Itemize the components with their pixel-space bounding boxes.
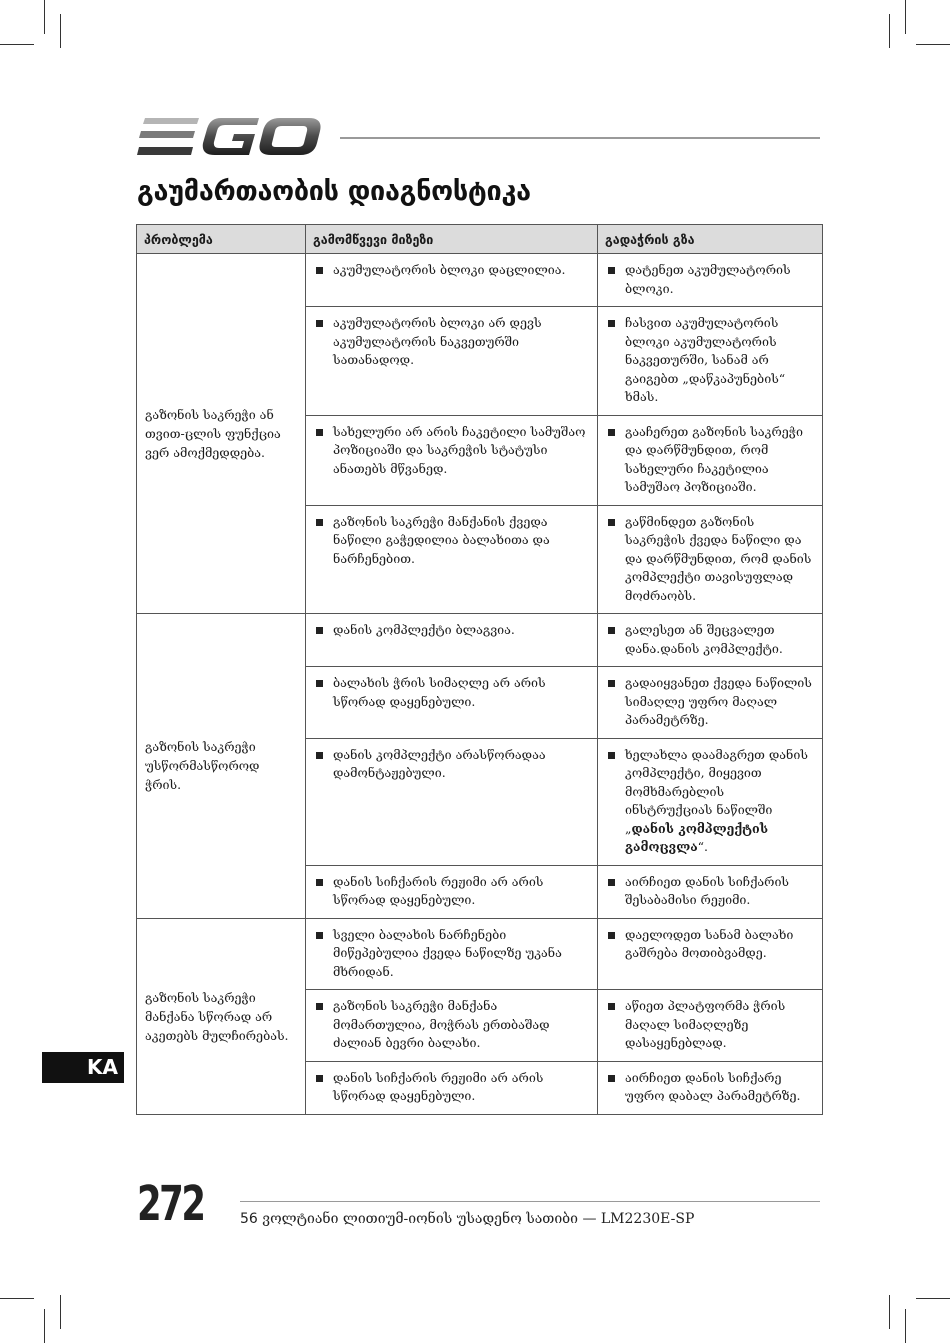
bullet-icon <box>316 680 323 687</box>
solution-cell <box>598 307 823 416</box>
solution-cell <box>598 254 823 307</box>
solution-text <box>625 746 814 857</box>
cause-text: დანის სიჩქარის რეჟიმი არ არის სწორად დაყენებული. <box>333 873 544 907</box>
footer-rule <box>240 1201 820 1202</box>
crop-mark <box>905 1309 906 1343</box>
bullet-icon <box>608 320 615 327</box>
bullet-icon <box>316 932 323 939</box>
bullet-icon <box>608 1003 615 1010</box>
crop-mark <box>44 1309 45 1343</box>
crop-mark <box>916 44 950 45</box>
cause-text: დანის სიჩქარის რეჟიმი არ არის სწორად დაყენებული. <box>333 1069 544 1103</box>
cause-text: გაზონის საკრეჭი მანქანის ქვედა ნაწილი გაჭედილია ბალახითა და ნარჩენებით. <box>333 513 550 566</box>
bullet-icon <box>608 879 615 886</box>
bullet-icon <box>608 519 615 526</box>
page-title: გაუმართაობის დიაგნოსტიკა <box>137 176 531 207</box>
cause-cell <box>306 505 598 614</box>
bullet-icon <box>316 320 323 327</box>
cause-text: სახელური არ არის ჩაკეტილი სამუშაო პოზიციაში და საკრეჭის სტატუსი ანათებს მწვანედ. <box>333 423 586 476</box>
ego-logo <box>137 116 322 158</box>
header-solution: გადაჭრის გზა <box>598 225 823 254</box>
bullet-icon <box>316 879 323 886</box>
cause-text: გაზონის საკრეჭი მანქანა მომართულია, მოჭრას ერთბაშად ძალიან ბევრი ბალახი. <box>333 998 550 1050</box>
solution-cell <box>598 1061 823 1114</box>
table-row <box>137 918 823 990</box>
crop-mark <box>889 14 890 48</box>
solution-cell <box>598 415 823 505</box>
crop-mark <box>916 1298 950 1299</box>
cause-cell <box>306 1061 598 1114</box>
crop-mark <box>0 44 34 45</box>
cause-text: აკუმულატორის ბლოკი არ დევს აკუმულატორის ნაკვეთურში სათანადოდ. <box>333 315 542 367</box>
bullet-icon <box>608 429 615 436</box>
bullet-icon <box>608 267 615 274</box>
cause-text: აკუმულატორის ბლოკი დაცლილია. <box>333 262 566 277</box>
problem-cell: გაზონის საკრეჭი მანქანა სწორად არ აკეთებს მულჩირებას. <box>137 918 306 1114</box>
bullet-icon <box>316 429 323 436</box>
header-problem: პრობლემა <box>137 225 306 254</box>
crop-mark <box>889 1295 890 1329</box>
solution-cell <box>598 865 823 918</box>
bullet-icon <box>316 1003 323 1010</box>
solution-cell <box>598 505 823 614</box>
bullet-icon <box>316 519 323 526</box>
cause-cell <box>306 738 598 865</box>
cause-cell <box>306 254 598 307</box>
solution-text: გალესეთ ან შეცვალეთ დანა.დანის კომპლექტი. <box>625 622 783 656</box>
table-row <box>137 254 823 307</box>
solution-cell <box>598 614 823 667</box>
solution-text: გადაიყვანეთ ქვედა ნაწილის სიმაღლე უფრო მაღალ პარამეტრზე. <box>625 675 812 727</box>
problem-cell: გაზონის საკრეჭი უსწორმასწოროდ ჭრის. <box>137 614 306 919</box>
cause-cell <box>306 415 598 505</box>
bullet-icon <box>316 627 323 634</box>
bullet-icon <box>316 752 323 759</box>
solution-text: ჩასვით აკუმულატორის ბლოკი აკუმულატორის ნაკვეთურში, სანამ არ გაიგებთ „დაწკაპუნების“ ხმას. <box>625 315 786 404</box>
solution-text: დატენეთ აკუმულატორის ბლოკი. <box>625 262 791 296</box>
solution-cell <box>598 990 823 1062</box>
header-cause: გამომწვევი მიზეზი <box>306 225 598 254</box>
table-row <box>137 614 823 667</box>
crop-mark <box>0 1298 34 1299</box>
crop-mark <box>905 0 906 34</box>
solution-cell <box>598 918 823 990</box>
cause-cell <box>306 667 598 739</box>
cause-text: დანის კომპლექტი არასწორადაა დამონტაჟებული. <box>333 746 546 780</box>
troubleshooting-table <box>136 224 823 1115</box>
language-tab: KA <box>42 1052 124 1083</box>
page-number: 272 <box>137 1176 204 1232</box>
solution-text: დაელოდეთ სანამ ბალახი გაშრება მოთიბვამდე. <box>625 926 794 960</box>
bullet-icon <box>608 932 615 939</box>
cause-cell <box>306 614 598 667</box>
solution-text: გაწმინდეთ გაზონის საკრეჭის ქვედა ნაწილი და და დარწმუნდით, რომ დანის კომპლექტი თავისუფლად მოძრაობს. <box>625 513 812 603</box>
cause-text: სველი ბალახის ნარჩენები მიწეპებულია ქვედა ნაწილზე უკანა მხრიდან. <box>333 926 562 979</box>
cause-cell <box>306 990 598 1062</box>
bullet-icon <box>608 627 615 634</box>
table-header-row <box>137 225 823 254</box>
cause-cell <box>306 865 598 918</box>
solution-text-part: ხელახლა დაამაგრეთ დანის კომპლექტი, მიყევით მომხმარებლის ინსტრუქციას ნაწილში „ <box>625 746 808 836</box>
solution-text: გააჩერეთ გაზონის საკრეჭი და დარწმუნდით, რომ სახელური ჩაკეტილია სამუშაო პოზიციაში. <box>625 423 803 494</box>
cause-cell <box>306 307 598 416</box>
solution-text: აირჩიეთ დანის სიჩქარის შესაბამისი რეჟიმი. <box>625 873 790 907</box>
cause-text: დანის კომპლექტი ბლაგვია. <box>333 622 515 637</box>
bullet-icon <box>608 680 615 687</box>
bullet-icon <box>316 1075 323 1082</box>
crop-mark <box>44 0 45 34</box>
cause-text: ბალახის ჭრის სიმაღლე არ არის სწორად დაყენებული. <box>333 675 546 709</box>
solution-text-part: “. <box>697 839 709 854</box>
crop-mark <box>60 1295 61 1329</box>
footer-voltage: 56 <box>240 1211 258 1227</box>
footer-product-line <box>240 1211 694 1227</box>
bullet-icon <box>608 752 615 759</box>
cause-cell <box>306 918 598 990</box>
crop-mark <box>60 14 61 48</box>
solution-text: აირჩიეთ დანის სიჩქარე უფრო დაბალ პარამეტრზე. <box>625 1069 801 1103</box>
solution-text: აწიეთ პლატფორმა ჭრის მაღალ სიმაღლეზე დასაყენებლად. <box>625 998 786 1050</box>
header-rule <box>340 137 820 139</box>
solution-cell <box>598 738 823 865</box>
solution-cell <box>598 667 823 739</box>
bullet-icon <box>608 1075 615 1082</box>
solution-section-reference: დანის კომპლექტის გამოცვლა <box>625 820 769 854</box>
bullet-icon <box>316 267 323 274</box>
footer-product-name: ვოლტიანი ლითიუმ-იონის უსადენო სათიბი — LM2230E-SP <box>257 1211 695 1227</box>
problem-cell: გაზონის საკრეჭი ან თვით-ცლის ფუნქცია ვერ ამოქმედდება. <box>137 254 306 614</box>
